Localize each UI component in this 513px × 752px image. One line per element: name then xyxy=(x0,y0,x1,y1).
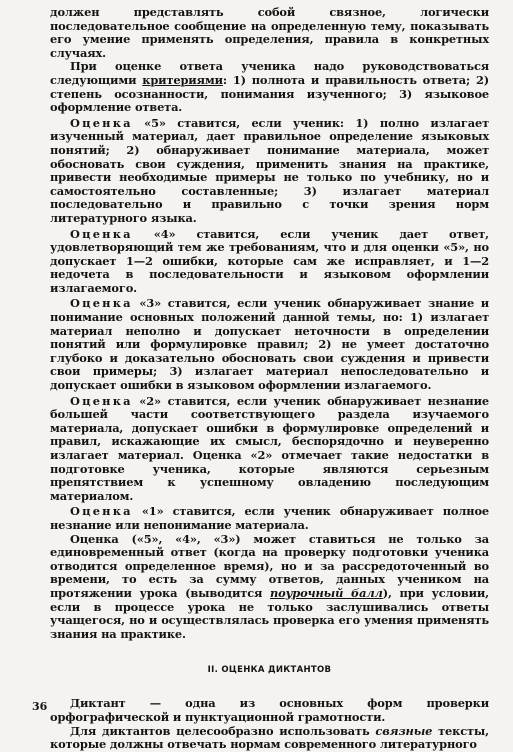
grade-lead-word: Оценка xyxy=(70,296,133,311)
paragraph-text: Диктант — одна из основных форм проверки орфографической и пунктуационной грамотности. xyxy=(50,696,489,724)
grade-lead-word: Оценка xyxy=(70,393,133,408)
paragraph-cumulative-grade xyxy=(50,533,489,642)
paragraph-text: «3» ставится, если ученик обнаруживает знание и понимание основных положений данной темы, но: 1) излагает материал неполно и допускает неточности в определении понятий или формулировке правил; 2) не умеет достаточно глубоко и доказательно обосновать свои суждения и привести свои примеры; 3) излагает материал непоследовательно и допускает ошибки в языковом оформлении излагаемого. xyxy=(50,296,489,393)
paragraph-text: Оценка («5», «4», «3») может ставиться не только за единовременный ответ (когда на проверку подготовки ученика отводится определенное время), но и за рассредоточенный во времени, то есть за сумму ответов, данных учеником на протяжении урока (выводится xyxy=(50,531,489,600)
lesson-score-term: поурочный балл xyxy=(270,585,383,600)
section-heading: II. ОЦЕНКА ДИКТАНТОВ xyxy=(207,665,332,676)
paragraph-grade-1 xyxy=(50,505,489,532)
paragraph-text: «5» ставится, если ученик: 1) полно излагает изученный материал, дает правильное определение языковых понятий; 2) обнаруживает понимание материала, может обосновать свои суждения, применить знания на практике, привести необходимые примеры не только по учебнику, но и самостоятельно составленные; 3) излагает материал последовательно и правильно с точки зрения норм литературного языка. xyxy=(50,115,489,225)
paragraph-text: «4» ставится, если ученик дает ответ, удовлетворяющий тем же требованиям, что и для оценки «5», но допускает 1—2 ошибки, которые сам же исправляет, и 1—2 недочета в последовательности и языковом оформлении излагаемого. xyxy=(50,226,489,295)
paragraph-text: : 1) полнота и правильность ответа; 2) степень осознанности, понимания изученного; 3) языковое оформление ответа. xyxy=(50,72,489,115)
paragraph-text: «2» ставится, если ученик обнаруживает незнание большей части соответствующего раздела изучаемого материала, допускает ошибки в формулировке определений и правил, искажающие их смысл, беспорядочно и неуверенно излагает материал. Оценка «2» отмечает такие недостатки в подготовке ученика, которые являются серьезным препятствием к успешному овладению последующим материалом. xyxy=(50,393,489,503)
paragraph-dictation-texts xyxy=(50,725,489,752)
page-number: 36 xyxy=(32,700,48,713)
grade-lead-word: Оценка xyxy=(70,504,133,519)
paragraph-continuation xyxy=(50,6,489,60)
paragraph-dictation-definition xyxy=(50,697,489,724)
paragraph-text: «1» ставится, если ученик обнаруживает полное незнание или непонимание материала. xyxy=(50,504,489,532)
paragraph-grade-4 xyxy=(50,228,489,296)
connected-term: связные xyxy=(375,723,433,738)
paragraph-grade-3 xyxy=(50,297,489,392)
paragraph-grade-2 xyxy=(50,395,489,504)
paragraph-text: ), при условии, если в процессе урока не только заслушивались ответы учащегося, но и осуществлялась проверка его умения применять знания на практике. xyxy=(50,585,490,641)
paragraph-text: При оценке ответа ученика надо руководствоваться следующими xyxy=(50,59,489,87)
paragraph-text: должен представлять собой связное, логически последовательное сообщение на определенную тему, показывать его умение применять определения, правила в конкретных случаях. xyxy=(50,5,489,60)
paragraph-text: Для диктантов целесообразно использовать xyxy=(70,723,376,738)
paragraph-criteria xyxy=(50,60,489,114)
grade-lead-word: Оценка xyxy=(70,115,133,130)
paragraph-text: тексты, которые должны отвечать нормам современного литературного xyxy=(50,723,489,752)
paragraph-grade-5 xyxy=(50,117,489,226)
criteria-term: критериями xyxy=(142,72,223,87)
grade-lead-word: Оценка xyxy=(70,226,133,241)
